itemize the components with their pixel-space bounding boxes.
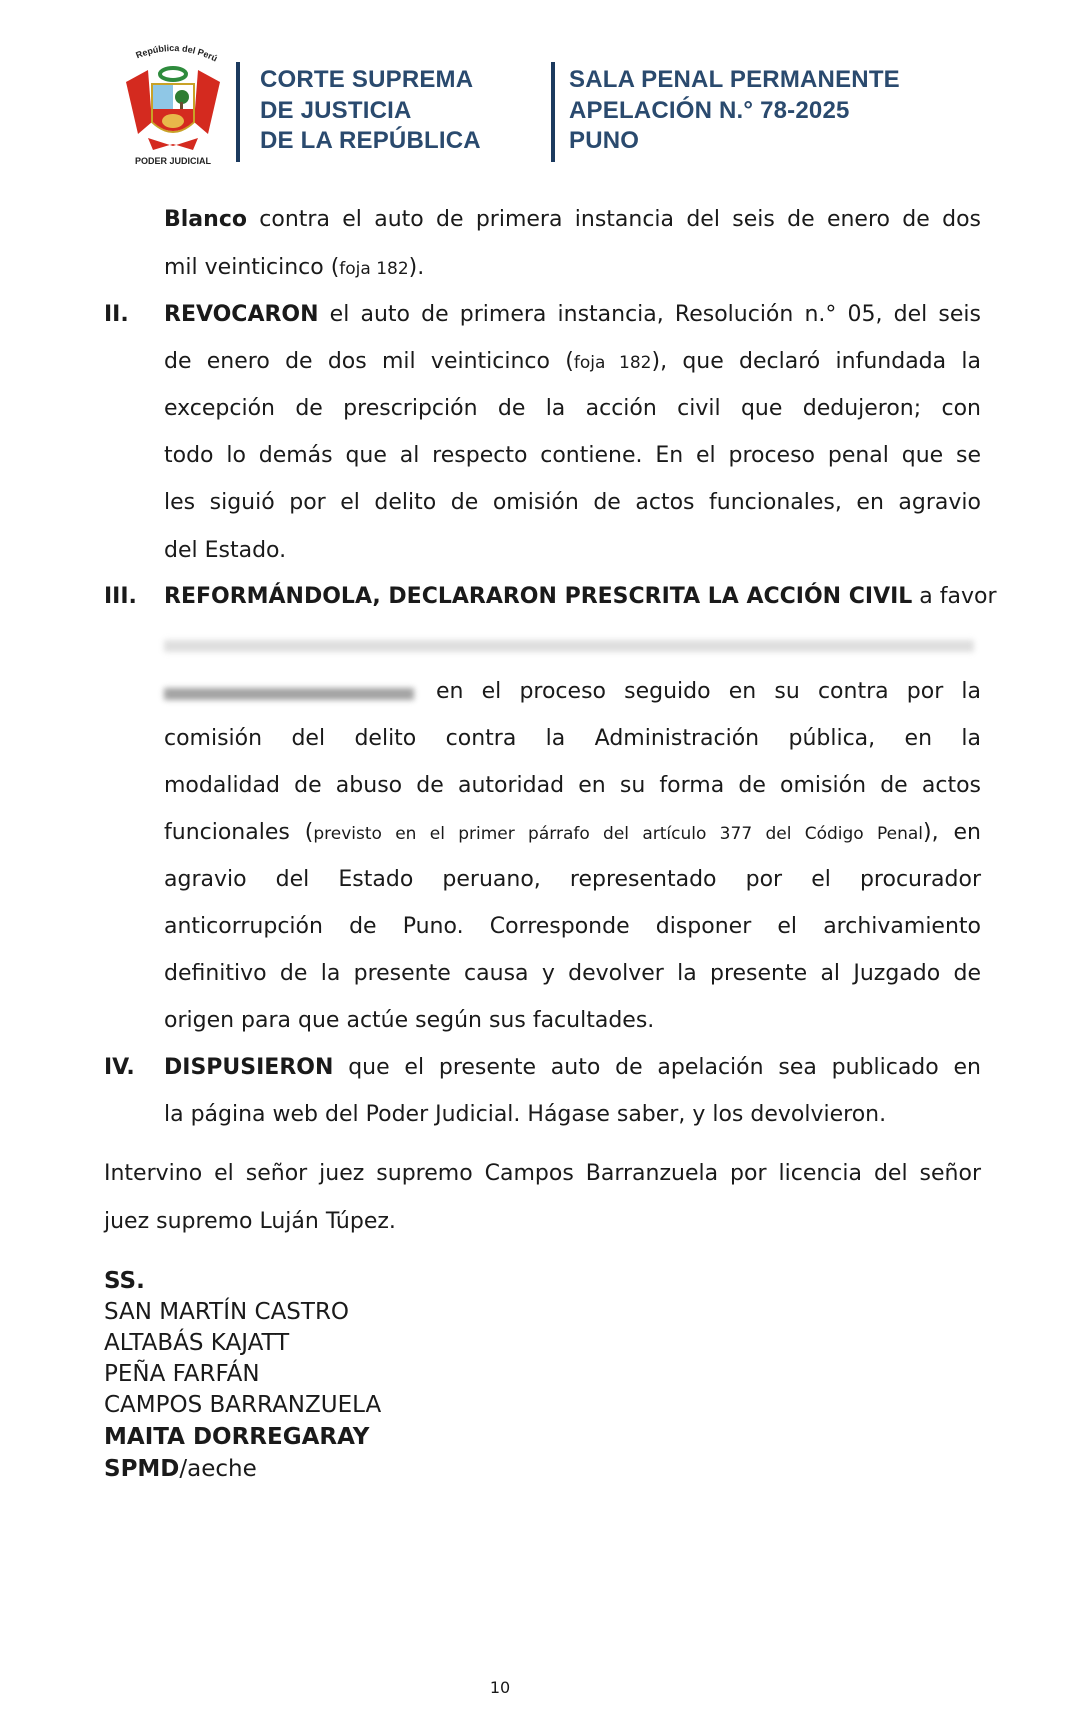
chamber-name: SALA PENAL PERMANENTE: [569, 66, 900, 93]
text-line: [164, 724, 981, 754]
text-line: [164, 818, 981, 849]
svg-text:República del Perú: [134, 43, 219, 64]
text: anticorrupción de Puno. Corresponde disponer el archivamiento: [164, 914, 981, 939]
text-line: [164, 253, 981, 284]
bold-text: Blanco: [164, 207, 247, 232]
court-line: DE LA REPÚBLICA: [260, 127, 481, 154]
judge-name: PEÑA FARFÁN: [104, 1361, 260, 1387]
item-number: III.: [104, 584, 137, 609]
initials-rest: /aeche: [179, 1456, 257, 1482]
text: Intervino el señor juez supremo Campos Barranzuela por licencia del señor: [104, 1161, 981, 1186]
text: les siguió por el delito de omisión de actos funcionales, en agravio: [164, 490, 981, 515]
header-divider: [236, 62, 240, 162]
text: juez supremo Luján Túpez.: [104, 1209, 396, 1234]
text-line: [164, 959, 981, 989]
text-line: [164, 771, 981, 801]
text: ), en: [923, 820, 981, 845]
court-name: [260, 65, 481, 157]
text-line: [164, 347, 981, 378]
judge-name: SAN MARTÍN CASTRO: [104, 1299, 350, 1325]
poder-judicial-logo: [118, 42, 228, 166]
item-number: IV.: [104, 1055, 135, 1080]
case-info: [569, 65, 900, 157]
text: origen para que actúe según sus facultades.: [164, 1008, 655, 1033]
text-line: [104, 1207, 981, 1237]
text: a favor: [912, 584, 997, 609]
text: contra el auto de primera instancia del seis de enero de dos: [246, 207, 981, 232]
text: funcionales (: [164, 820, 314, 845]
text: que el presente auto de apelación sea publicado en: [333, 1055, 981, 1080]
initials: [104, 1455, 257, 1483]
small-text: foja 182: [339, 259, 409, 279]
redacted-name: [164, 688, 414, 700]
logo-bottom-text: PODER JUDICIAL: [134, 156, 212, 166]
bold-text: REFORMÁNDOLA, DECLARARON PRESCRITA LA ACCIÓN CIVIL: [164, 584, 913, 609]
text-line: [104, 1159, 981, 1189]
text: el auto de primera instancia, Resolución n.° 05, del seis: [318, 302, 981, 327]
text: excepción de prescripción de la acción civil que dedujeron; con: [164, 396, 981, 421]
small-text: previsto en el primer párrafo del artículo 377 del Código Penal: [313, 824, 924, 844]
judge-name: CAMPOS BARRANZUELA: [104, 1392, 382, 1418]
ss-label: SS.: [104, 1268, 145, 1294]
coat-of-arms-icon: [118, 42, 228, 166]
judge-name: MAITA DORREGARAY: [104, 1424, 370, 1450]
text-line: [164, 441, 981, 471]
text: todo lo demás que al respecto contiene. En el proceso penal que se: [164, 443, 981, 468]
judge-name: ALTABÁS KAJATT: [104, 1330, 290, 1356]
bold-text: REVOCARON: [164, 302, 319, 327]
text-line: [164, 1053, 981, 1083]
item-number: II.: [104, 302, 129, 327]
text-line: [164, 488, 981, 518]
redacted-name: [164, 640, 974, 652]
case-location: PUNO: [569, 127, 640, 154]
text-line: [436, 677, 981, 707]
text-line: [164, 536, 981, 566]
text: comisión del delito contra la Administración pública, en la: [164, 726, 981, 751]
header-divider: [551, 62, 555, 162]
text-line: [164, 394, 981, 424]
text-line: [164, 865, 981, 895]
text-line: [164, 582, 997, 612]
logo-top-text: República del Perú: [134, 42, 220, 64]
page-number: 10: [489, 1678, 511, 1697]
text: ), que declaró infundada la: [651, 349, 981, 374]
text-line: [164, 912, 981, 942]
text: de enero de dos mil veinticinco (: [164, 349, 574, 374]
text: mil veinticinco (: [164, 255, 340, 280]
court-line: CORTE SUPREMA: [260, 66, 474, 93]
text: del Estado.: [164, 538, 287, 563]
text: en el proceso seguido en su contra por la: [436, 679, 981, 704]
case-number: APELACIÓN N.° 78-2025: [569, 96, 850, 124]
bold-text: DISPUSIERON: [164, 1055, 334, 1080]
text-line: [164, 205, 981, 235]
text: modalidad de abuso de autoridad en su forma de omisión de actos: [164, 773, 981, 798]
text: la página web del Poder Judicial. Hágase saber, y los devolvieron.: [164, 1102, 887, 1127]
court-line: DE JUSTICIA: [260, 96, 412, 124]
text: definitivo de la presente causa y devolver la presente al Juzgado de: [164, 961, 981, 986]
initials-bold: SPMD: [104, 1456, 180, 1482]
text-line: [164, 300, 981, 330]
text: agravio del Estado peruano, representado por el procurador: [164, 867, 981, 892]
text-line: [164, 1100, 981, 1130]
text: ).: [408, 255, 425, 280]
small-text: foja 182: [573, 353, 652, 373]
text-line: [164, 1006, 981, 1036]
